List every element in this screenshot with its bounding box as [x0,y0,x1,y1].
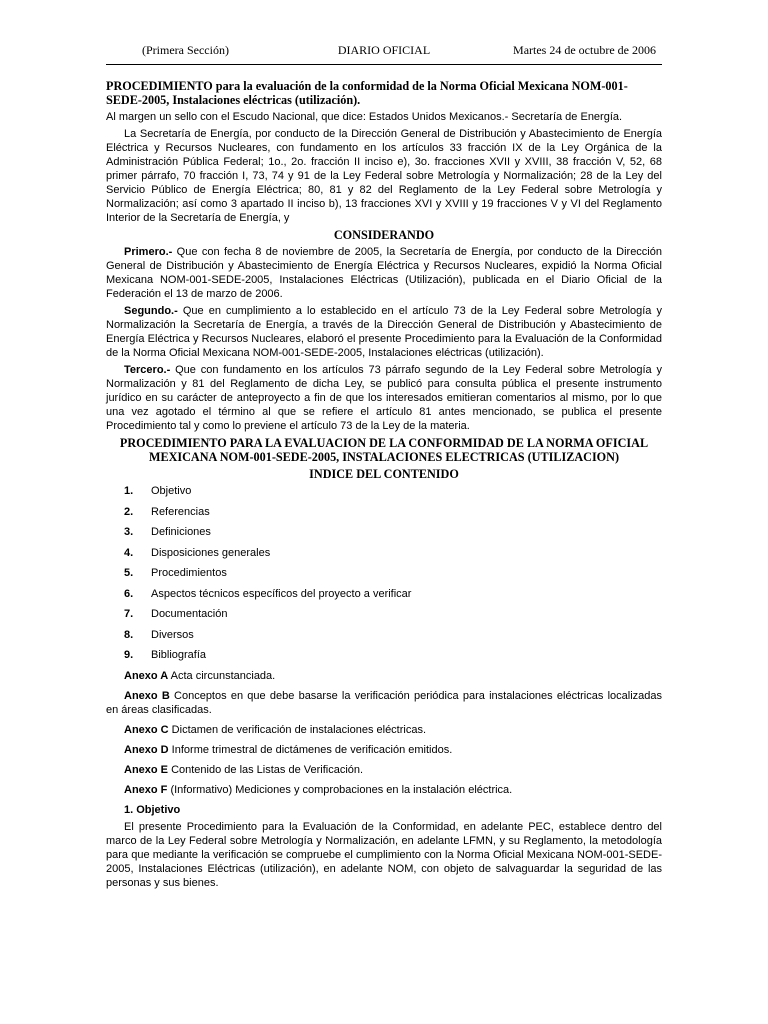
toc-label: Procedimientos [151,567,227,579]
header-rule [106,64,662,65]
toc-item [106,505,662,519]
annex-label: Anexo B [124,689,170,702]
toc-label: Referencias [151,505,210,518]
toc-label: Documentación [151,608,228,620]
toc-number: 2. [124,505,134,518]
toc-item [106,587,662,601]
index-heading: INDICE DEL CONTENIDO [309,467,459,481]
considerando-text: Que con fundamento en los artículos 73 párrafo segundo de la Ley Federal sobre Metrología y Normalización y 81 del Reglamento de dicha Ley, se publicó para consulta pública el presente instrumento jurídico en su carácter de anteproyecto a fin de que los interesados emitieran comentarios al mismo, por lo que una vez agotado el término al que se refiere el artículo 81 antes mencionado, se publica el presente Procedimiento tal y como lo previene el artículo 73 de la Ley de la materia. [106,364,662,432]
annex-label: Anexo D [124,743,169,756]
toc-item [106,566,662,580]
annex-text: Dictamen de verificación de instalaciones eléctricas. [168,723,427,736]
toc-item [106,525,662,539]
toc-item [106,607,662,621]
toc-label: Definiciones [151,526,211,538]
considerando-label: Primero.- [124,246,173,258]
section-heading [106,803,662,817]
annex-text: Informe trimestral de dictámenes de verificación emitidos. [168,743,453,756]
annex-label: Anexo E [124,763,169,776]
considerando-text: Que con fecha 8 de noviembre de 2005, la Secretaría de Energía, por conducto de la Dirección General de Distribución y Abastecimiento de Energía Eléctrica y Recursos Nucleares, expidió la Norma Oficial Mexicana NOM-001-SEDE-2005, Instalaciones Eléctricas (Utilización), publicada en el Diario Oficial de la Federación el 13 de marzo de 2006. [106,246,662,300]
annex-item [106,669,662,683]
toc-item [106,484,662,498]
table-of-contents [106,484,662,662]
annex-text: Conceptos en que debe basarse la verificación periódica para instalaciones eléctricas localizadas en áreas clasificadas. [106,689,662,716]
toc-label: Diversos [151,628,194,641]
toc-number: 1. [124,485,134,497]
toc-number: 6. [124,587,134,600]
toc-label: Objetivo [151,485,192,497]
toc-number: 4. [124,546,134,559]
considerando-paragraph [106,363,662,433]
toc-number: 8. [124,628,134,641]
annex-label: Anexo F [124,783,168,796]
toc-number: 7. [124,608,134,620]
toc-label: Aspectos técnicos específicos del proyecto a verificar [151,587,412,600]
annex-text: (Informativo) Mediciones y comprobaciones en la instalación eléctrica. [167,783,513,796]
considerando-text: Que en cumplimiento a lo establecido en el artículo 73 de la Ley Federal sobre Metrología y Normalización la Secretaría de Energía, a través de la Dirección General de Distribución y Abastecimiento de Energía Eléctrica y Recursos Nucleares, elaboró el presente Procedimiento para la Evaluación de la Conformidad de la Norma Oficial Mexicana NOM-001-SEDE-2005, Instalaciones eléctricas (utilización). [106,305,662,359]
annex-item [106,723,662,737]
considerando-paragraph [106,245,662,301]
document-body [106,79,662,893]
considerando-heading: CONSIDERANDO [333,228,435,242]
considerando-paragraph [106,304,662,360]
toc-label: Disposiciones generales [151,546,271,559]
intro-paragraph: La Secretaría de Energía, por conducto de la Dirección General de Distribución y Abastecimiento de Energía Eléctrica y Recursos Nucleares, con fundamento en los artículos 33 fracción IX de la Ley Orgánica de la Administración Pública Federal; 1o., 2o. fracción II inciso e), 3o. fracciones XVII y XVIII, 38 fracción V, 52, 68 primer párrafo, 70 fracción I, 73, 74 y 91 de la Ley Federal sobre Metrología y Normalización; 28 de la Ley del Servicio Público de Energía Eléctrica; 80, 81 y 82 del Reglamento de la Ley Federal sobre Metrología y Normalización; así como 3 apartado II inciso b), 13 fracciones XVI y XVIII y 19 fracciones V y VI del Reglamento Interior de la Secretaría de Energía, y [106,128,662,224]
toc-number: 5. [124,567,134,579]
section1-paragraph: El presente Procedimiento para la Evaluación de la Conformidad, en adelante PEC, establece dentro del marco de la Ley Federal sobre Metrología y Normalización, en adelante LFMN, y su Reglamento, la metodología para que mediante la verificación se compruebe el cumplimiento con la Norma Oficial Mexicana NOM-001-SEDE-2005, Instalaciones Eléctricas (utilización), en adelante NOM, con objeto de salvaguardar la seguridad de las personas y sus bienes. [106,820,662,889]
considerando-label: Tercero.- [124,364,171,376]
toc-item [106,648,662,662]
annex-label: Anexo A [124,669,169,682]
page-header [106,43,662,61]
document-title: PROCEDIMIENTO para la evaluación de la conformidad de la Norma Oficial Mexicana NOM-001-SEDE-2005, Instalaciones eléctricas (utilización). [106,79,628,107]
toc-item [106,546,662,560]
header-publication: DIARIO OFICIAL [337,43,431,57]
header-section: (Primera Sección) [142,43,229,57]
toc-number: 9. [124,649,134,661]
annex-item [106,689,662,717]
header-date: Martes 24 de octubre de 2006 [513,43,656,57]
annex-item [106,743,662,757]
toc-number: 3. [124,526,134,538]
procedure-heading: PROCEDIMIENTO PARA LA EVALUACION DE LA CONFORMIDAD DE LA NORMA OFICIAL MEXICANA NOM-001-SEDE-2005, INSTALACIONES ELECTRICAS (UTILIZACION) [119,436,649,464]
annex-text: Contenido de las Listas de Verificación. [168,763,364,776]
annex-text: Acta circunstanciada. [168,669,276,682]
annex-item [106,763,662,777]
toc-item [106,628,662,642]
margin-note: Al margen un sello con el Escudo Nacional, que dice: Estados Unidos Mexicanos.- Secretaría de Energía. [106,111,623,123]
section1-heading: 1. Objetivo [124,803,181,816]
toc-label: Bibliografía [151,649,207,661]
annex-item [106,783,662,797]
annex-label: Anexo C [124,723,169,736]
considerando-label: Segundo.- [124,305,178,317]
